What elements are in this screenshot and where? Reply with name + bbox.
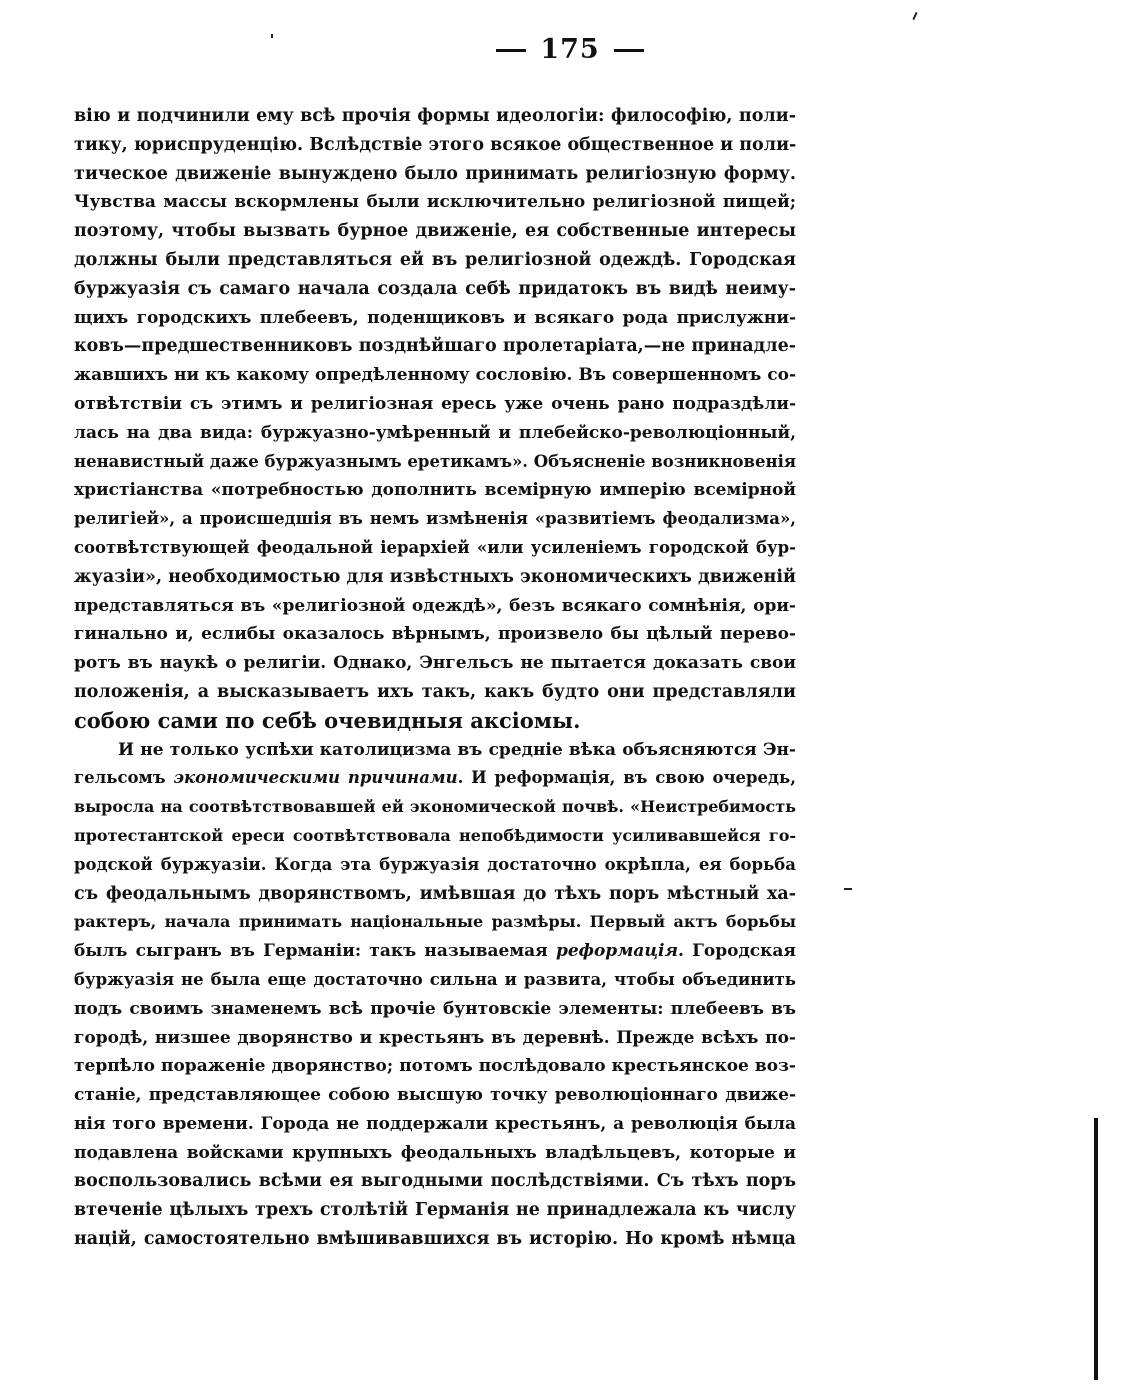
text-line: буржуазія не была еще достаточно сильна и развита, чтобы объединить [74, 969, 796, 989]
text-line: протестантской ереси соотвѣтствовала непобѣдимости усиливавшейся го- [74, 825, 796, 845]
header-dash-left [496, 49, 526, 52]
text-fragment: . И реформація, въ свою очередь, [457, 768, 796, 788]
scan-speck [271, 34, 273, 38]
text-line: воспользовались всѣми ея выгодными послѣдствіями. Съ тѣхъ поръ [74, 1171, 796, 1192]
text-line: тику, юриспруденцію. Вслѣдствіе этого всякое общественное и поли- [74, 134, 796, 155]
text-line: втеченіе цѣлыхъ трехъ столѣтій Германія не принадлежала къ числу [74, 1200, 796, 1221]
text-line: ковъ—предшественниковъ позднѣйшаго пролетаріата,—не принадле- [74, 336, 796, 357]
text-line: ротъ въ наукѣ о религіи. Однако, Энгельсъ не пытается доказать свои [74, 653, 796, 674]
italic-phrase: реформація [555, 941, 679, 962]
text-line: нія того времени. Города не поддержали крестьянъ, а революція была [74, 1113, 796, 1134]
text-line: станіе, представляющее собою высшую точку революціоннаго движе- [74, 1085, 796, 1106]
text-fragment: былъ сыгранъ въ Германіи: такъ называемая [74, 941, 548, 962]
scan-speck [844, 888, 852, 890]
text-fragment: гельсомъ [74, 768, 166, 788]
text-line: религіей», а происшедшія въ немъ измѣненія «развитіемъ феодализма», [74, 509, 796, 529]
text-fragment: . Городская [678, 941, 796, 962]
text-line: жуазіи», необходимостью для извѣстныхъ экономическихъ движеній [74, 566, 796, 587]
text-line: поэтому, чтобы вызвать бурное движеніе, ея собственные интересы [74, 221, 796, 242]
text-line: соотвѣтствующей феодальной іерархіей «или усиленіемъ городской бур- [74, 537, 796, 557]
text-line: подавлена войсками крупныхъ феодальныхъ владѣльцевъ, которые и [74, 1142, 796, 1163]
text-line: націй, самостоятельно вмѣшивавшихся въ исторію. Но кромѣ нѣмца [74, 1229, 796, 1250]
text-line: Чувства массы вскормлены были исключительно религіозной пищей; [74, 192, 796, 213]
text-line: щихъ городскихъ плебеевъ, поденщиковъ и всякаго рода прислужни- [74, 307, 796, 328]
text-line: положенія, а высказываетъ ихъ такъ, какъ будто они представляли [74, 681, 796, 702]
text-line: буржуазія съ самаго начала создала себѣ придатокъ въ видѣ неиму- [74, 278, 796, 299]
text-line: терпѣло пораженіе дворянство; потомъ послѣдовало крестьянское воз- [74, 1056, 796, 1077]
scan-speck [912, 12, 917, 20]
text-line [74, 764, 796, 793]
margin-rule-line [1094, 1118, 1098, 1380]
page-header [0, 34, 1140, 65]
text-line: съ феодальнымъ дворянствомъ, имѣвшая до тѣхъ поръ мѣстный ха- [74, 883, 796, 904]
text-line: христіанства «потребностью дополнить всемірную имперію всемірной [74, 480, 796, 501]
text-line: лась на два вида: буржуазно-умѣренный и плебейско-революціонный, [74, 422, 796, 443]
text-line: представляться въ «религіозной одеждѣ», безъ всякаго сомнѣнія, ори- [74, 595, 796, 616]
text-line: выросла на соотвѣтствовавшей ей экономической почвѣ. «Неистребимость [74, 797, 796, 817]
text-line: родской буржуазіи. Когда эта буржуазія достаточно окрѣпла, ея борьба [74, 854, 796, 874]
text-line [74, 937, 796, 966]
text-line: должны были представляться ей въ религіозной одеждѣ. Городская [74, 249, 796, 270]
paragraph-1 [74, 102, 796, 736]
header-dash-right [614, 49, 644, 52]
text-line: ненавистный даже буржуазнымъ еретикамъ». Объясненіе возникновенія [74, 451, 796, 471]
text-line: вію и подчинили ему всѣ прочія формы идеологіи: философію, поли- [74, 106, 796, 126]
text-line: гинально и, еслибы оказалось вѣрнымъ, произвело бы цѣлый перево- [74, 624, 796, 645]
text-line: тическое движеніе вынуждено было принимать религіозную форму. [74, 163, 796, 184]
text-line: подъ своимъ знаменемъ всѣ прочіе бунтовскіе элементы: плебеевъ въ [74, 998, 796, 1019]
text-line: городѣ, низшее дворянство и крестьянъ въ деревнѣ. Прежде всѣхъ по- [74, 1027, 796, 1048]
italic-phrase: экономическими причинами [173, 768, 458, 788]
text-line: И не только успѣхи католицизма въ средніе вѣка объясняются Эн- [118, 739, 796, 760]
text-line: отвѣтствіи съ этимъ и религіозная ересь уже очень рано подраздѣли- [74, 393, 796, 414]
page-number: 175 [540, 34, 600, 65]
paragraph-2 [74, 736, 796, 1254]
text-line: рактеръ, начала принимать національные размѣры. Первый актъ борьбы [74, 912, 796, 932]
body-text [74, 102, 796, 1254]
text-line: жавшихъ ни къ какому опредѣленному сословію. Въ совершенномъ со- [74, 365, 796, 386]
text-line: собою сами по себѣ очевидныя аксіомы. [74, 707, 581, 733]
